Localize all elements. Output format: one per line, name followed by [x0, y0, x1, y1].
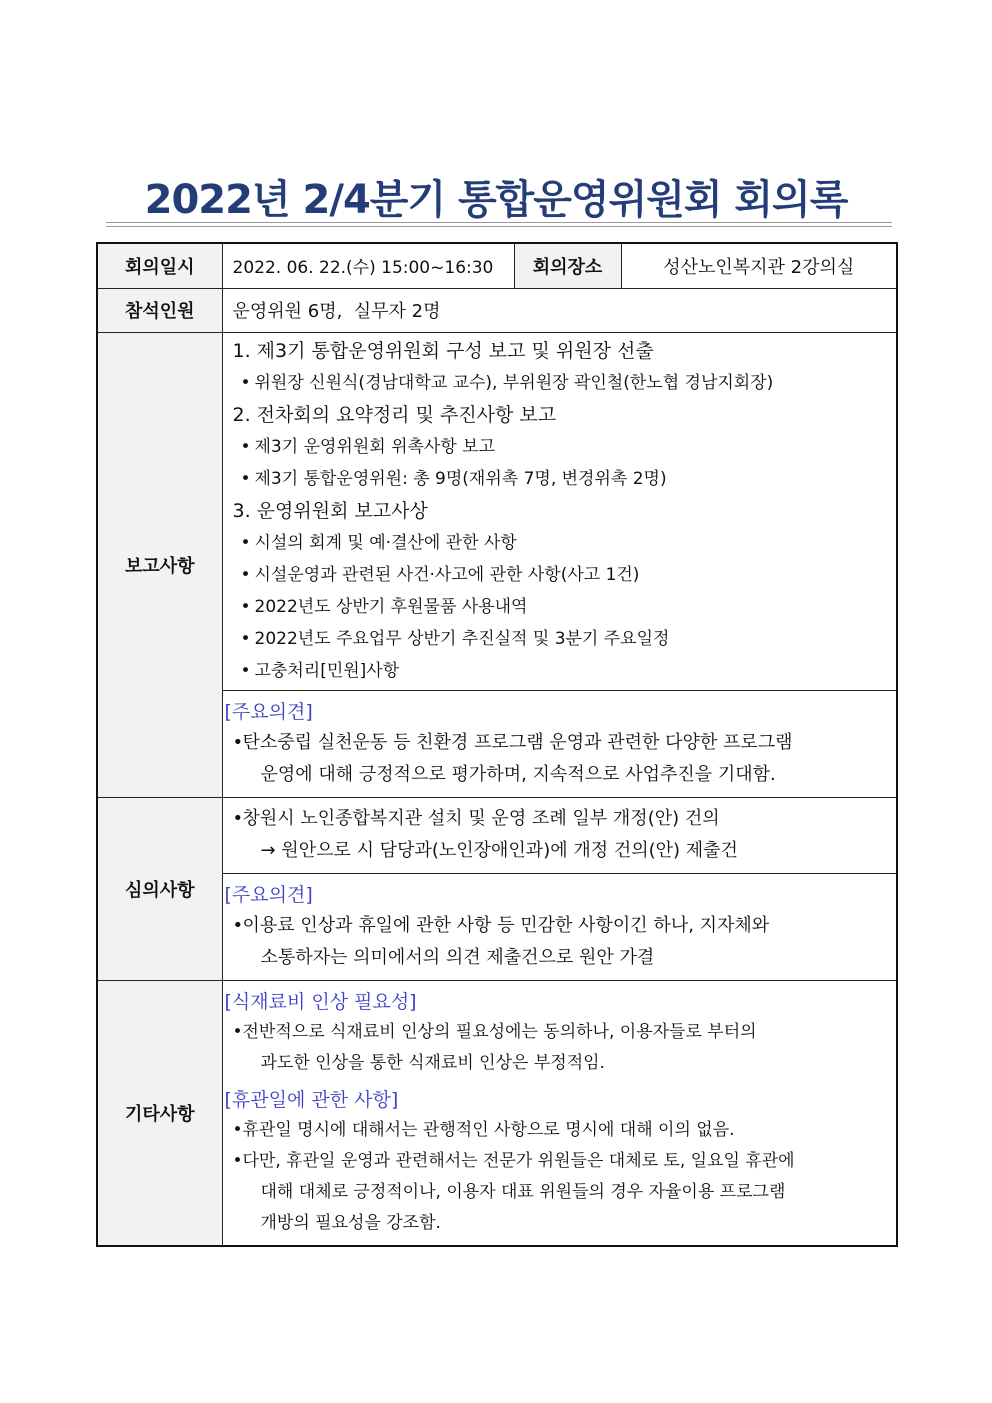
other-sec2-line: 대해 대체로 긍정적이나, 이용자 대표 위원들의 경우 자율이용 프로그램 [260, 1181, 786, 1202]
report-item: • 제3기 운영위원회 위촉사항 보고 [233, 431, 887, 463]
deliberation-item [222, 797, 897, 873]
report-opinion [222, 690, 897, 797]
other-sec1-label: [식재료비 인상 필요성] [224, 990, 417, 1013]
report-opinion-line: 운영에 대해 긍정적으로 평가하며, 지속적으로 사업추진을 기대함. [260, 763, 776, 785]
deliberation-result: → 원안으로 시 담당과(노인장애인과)에 개정 건의(안) 제출건 [260, 840, 738, 861]
place-value: 성산노인복지관 2강의실 [621, 243, 897, 288]
deliberation-opinion-label: [주요의견] [224, 883, 313, 906]
report-item: • 고충처리[민원]사항 [233, 655, 887, 687]
row-attendees [97, 288, 897, 332]
other-sec1-line: • 전반적으로 식재료비 인상의 필요성에는 동의하나, 이용자들로 부터의 [233, 1017, 887, 1048]
report-item: • 시설운영과 관련된 사건·사고에 관한 사항(사고 1건) [233, 559, 887, 591]
report-opinion-line: • 탄소중립 실천운동 등 친환경 프로그램 운영과 관련한 다양한 프로그램 [233, 727, 887, 759]
deliberation-opinion [222, 873, 897, 980]
report-item: • 2022년도 상반기 후원물품 사용내역 [233, 591, 887, 623]
date-label: 회의일시 [97, 243, 222, 288]
deliberation-line: • 창원시 노인종합복지관 설치 및 운영 조례 일부 개정(안) 건의 [233, 803, 887, 835]
row-report [97, 332, 897, 690]
report-item: • 제3기 통합운영위원: 총 9명(재위촉 7명, 변경위촉 2명) [233, 463, 887, 495]
report-item: • 위원장 신원식(경남대학교 교수), 부위원장 곽인철(한노협 경남지회장) [233, 367, 887, 399]
report-item: 1. 제3기 통합운영위원회 구성 보고 및 위원장 선출 [232, 340, 654, 362]
deliberation-opinion-line: • 이용료 인상과 휴일에 관한 사항 등 민감한 사항이긴 하나, 지자체와 [233, 910, 887, 942]
other-sec2-item: • 휴관일 명시에 대해서는 관행적인 사항으로 명시에 대해 이의 없음. [233, 1115, 887, 1146]
row-other [97, 980, 897, 1246]
row-date [97, 243, 897, 288]
row-deliberation [97, 797, 897, 873]
date-value: 2022. 06. 22.(수) 15:00~16:30 [222, 243, 514, 288]
other-sec2-label: [휴관일에 관한 사항] [224, 1088, 399, 1111]
other-content [222, 980, 897, 1246]
report-item: 2. 전차회의 요약정리 및 추진사항 보고 [232, 404, 557, 426]
report-item: • 시설의 회계 및 예·결산에 관한 사항 [233, 527, 887, 559]
report-items [222, 332, 897, 690]
place-label: 회의장소 [514, 243, 621, 288]
report-opinion-label: [주요의견] [224, 700, 313, 723]
title-rule-bottom [106, 226, 892, 227]
report-item: • 2022년도 주요업무 상반기 추진실적 및 3분기 주요일정 [233, 623, 887, 655]
page-title: 2022년 2/4분기 통합운영위원회 회의록 [144, 177, 848, 223]
other-sec2-line: 개방의 필요성을 강조함. [260, 1212, 441, 1233]
deliberation-label: 심의사항 [97, 797, 222, 980]
attendees-label: 참석인원 [97, 288, 222, 332]
title-rule-top [106, 222, 892, 223]
other-sec2-item: • 다만, 휴관일 운영과 관련해서는 전문가 위원들은 대체로 토, 일요일 휴관에 [233, 1146, 887, 1177]
report-item: 3. 운영위원회 보고사상 [232, 500, 428, 522]
attendees-value: 운영위원 6명, 실무자 2명 [222, 288, 897, 332]
deliberation-opinion-line: 소통하자는 의미에서의 의견 제출건으로 원안 가결 [260, 946, 655, 968]
report-label: 보고사항 [97, 332, 222, 797]
minutes-table [96, 242, 898, 1247]
other-sec1-line: 과도한 인상을 통한 식재료비 인상은 부정적임. [260, 1052, 605, 1073]
other-label: 기타사항 [97, 980, 222, 1246]
